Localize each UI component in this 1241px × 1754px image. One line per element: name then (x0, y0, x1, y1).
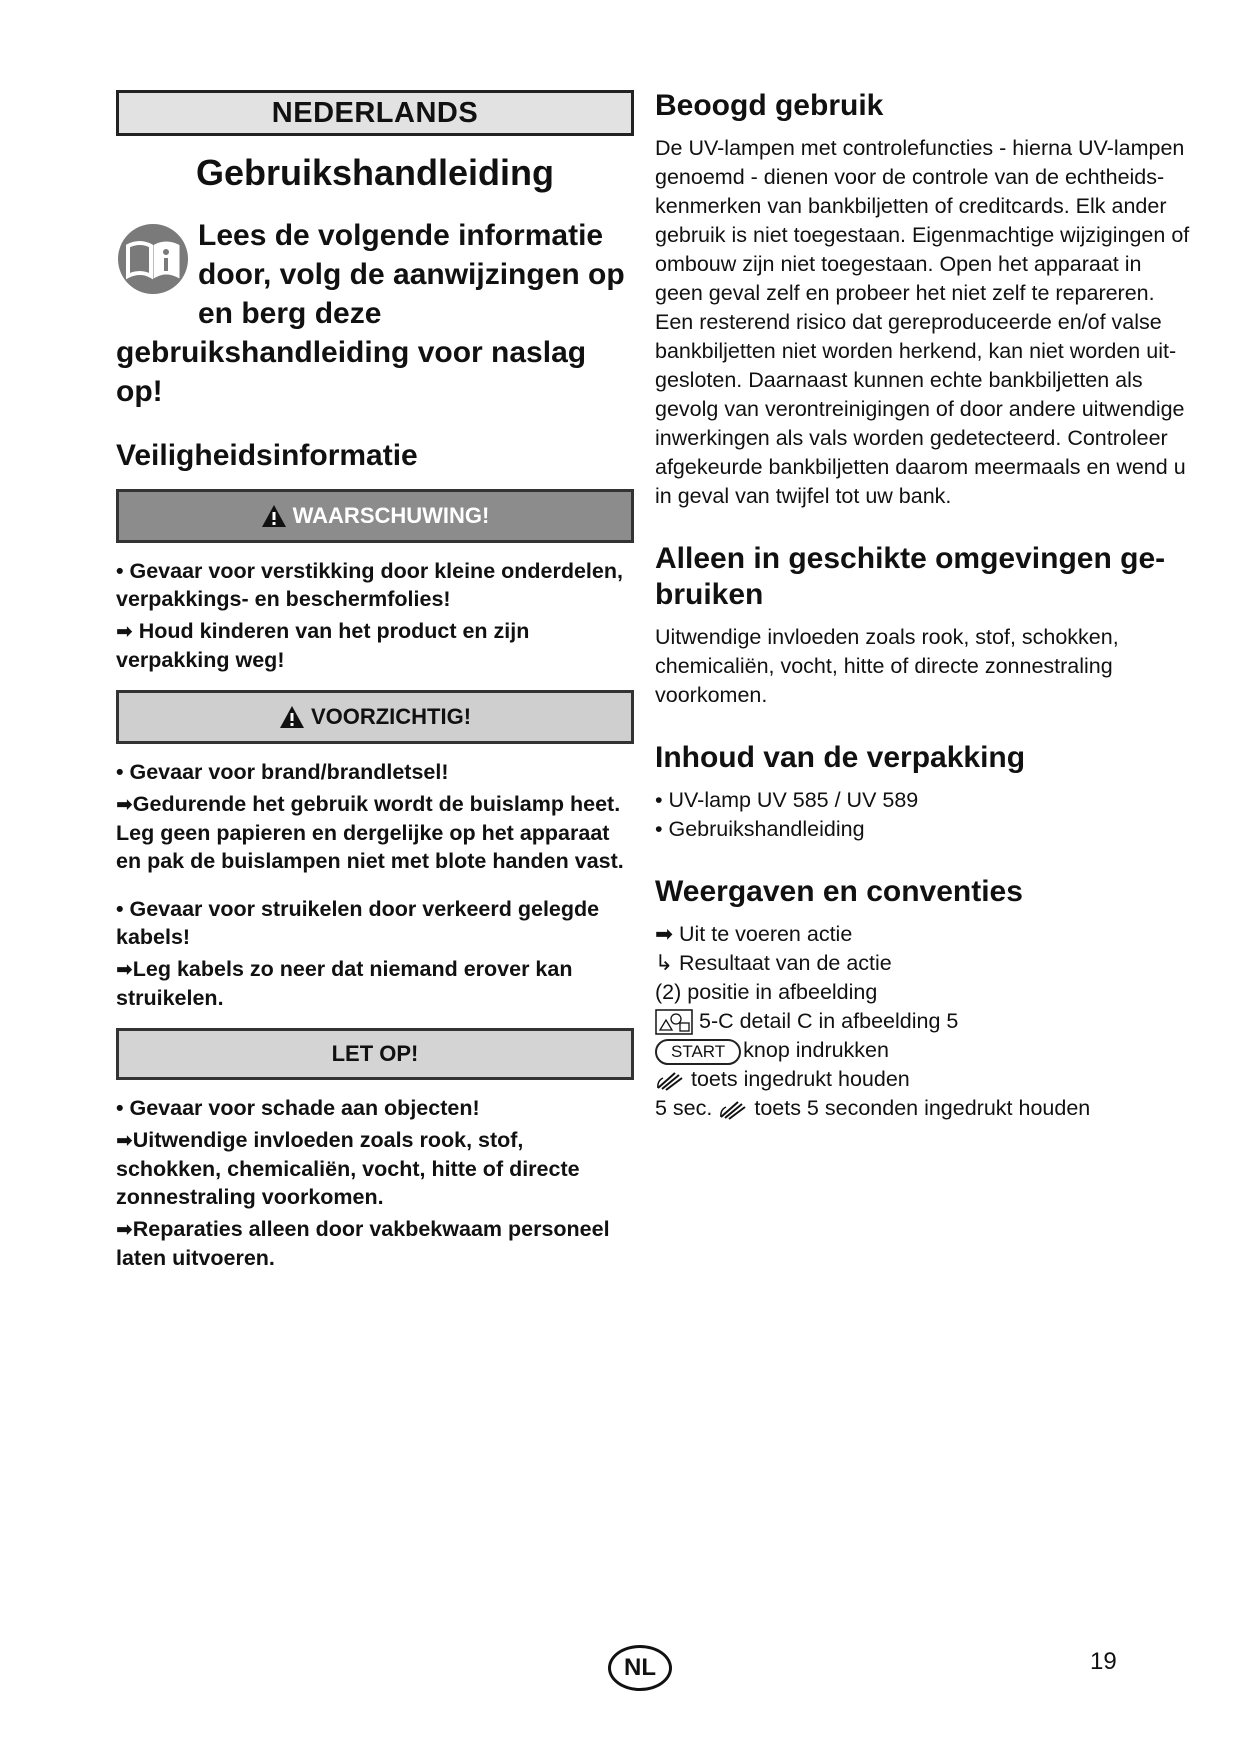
intro-notice (116, 216, 634, 411)
right-column (655, 88, 1195, 1123)
safety-heading: Veiligheidsinformatie (116, 439, 418, 472)
action-arrow-icon: ➡ (116, 621, 133, 643)
intro-text: Lees de volgende informatie door, volg de aanwijzingen op en berg deze gebruikshandleiding voor naslag op! (116, 219, 625, 408)
convention-start: START knop indrukken (655, 1036, 1195, 1065)
intended-use-paragraph-1: De UV-lampen met controlefuncties - hierna UV-lampen genoemd - dienen voor de controle van de echtheids-kenmerken van bankbiljetten of creditcards. Elk ander gebruik is niet toegestaan. Eigenmachtige wijzigingen of ombouw zijn niet toegestaan. Open het apparaat in geen geval zelf en probeer het niet zelf te repareren. (655, 136, 1190, 305)
environment-text: Uitwendige invloeden zoals rook, stof, schokken, chemicaliën, vocht, hitte of directe zonnestraling voorkomen. (655, 625, 1119, 707)
list-item: • Gebruikshandleiding (655, 817, 865, 841)
convention-hold-seconds: 5 sec. toets 5 seconden ingedrukt houden (655, 1096, 1091, 1120)
language-badge: NL (608, 1645, 672, 1691)
conventions-list (655, 920, 1195, 1123)
list-item: • UV-lamp UV 585 / UV 589 (655, 788, 919, 812)
conventions-heading: Weergaven en conventies (655, 875, 1023, 908)
page-number: 19 (1090, 1648, 1117, 1675)
convention-action: ➡ Uit te voeren actie (655, 922, 853, 946)
language-header: NEDERLANDS (116, 90, 634, 136)
contents-heading: Inhoud van de verpakking (655, 741, 1026, 774)
detail-figure-icon (655, 1009, 693, 1035)
warning-triangle-icon (261, 504, 287, 528)
convention-position: (2) positie in afbeelding (655, 980, 878, 1004)
convention-detail: 5-C detail C in afbeelding 5 (655, 1007, 1195, 1036)
caution-hazard-trip: • Gevaar voor struikelen door verkeerd gelegde kabels! (116, 897, 600, 949)
action-arrow-icon: ➡ (116, 1130, 133, 1152)
action-arrow-icon: ➡ (116, 959, 133, 981)
note-banner: LET OP! (116, 1028, 634, 1080)
note-action-influences: ➡Uitwendige invloeden zoals rook, stof, schokken, chemicaliën, vocht, hitte of directe zonnestraling voorkomen. (116, 1128, 580, 1209)
hold-hand-icon (655, 1069, 685, 1091)
caution-action-trip: ➡Leg kabels zo neer dat niemand erover kan struikelen. (116, 957, 573, 1010)
page-title: Gebruikshandleiding (195, 152, 555, 193)
action-arrow-icon: ➡ (655, 922, 674, 946)
warning-hazard: • Gevaar voor verstikking door kleine onderdelen, verpakkings- en beschermfolies! (116, 559, 623, 611)
intended-use-heading: Beoogd gebruik (655, 89, 884, 122)
environment-heading: Alleen in geschikte omgevingen ge-bruiken (655, 542, 1166, 611)
convention-result: ↳ Resultaat van de actie (655, 951, 892, 975)
caution-triangle-icon (279, 705, 305, 729)
convention-hold: toets ingedrukt houden (655, 1065, 1195, 1094)
contents-list (655, 786, 1195, 844)
action-arrow-icon: ➡ (116, 1219, 133, 1241)
read-manual-icon (116, 222, 190, 296)
left-column (116, 90, 634, 1272)
intended-use-paragraph-2: Een resterend risico dat gereproduceerde en/of valse bankbiljetten niet worden herkend, kan niet worden uit-gesloten. Daarnaast kunnen echte bankbiljetten als gevolg van verontreinigingen of door andere uitwendige inwerkingen als vals worden gedetecteerd. Controleer afgekeurde bankbiljetten daarom meermaals en wend u in geval van twijfel tot uw bank. (655, 310, 1186, 508)
caution-banner: VOORZICHTIG! (116, 690, 634, 744)
result-arrow-icon: ↳ (655, 951, 674, 975)
hold-hand-icon (718, 1098, 748, 1120)
caution-hazard-fire: • Gevaar voor brand/brandletsel! (116, 760, 449, 784)
note-hazard: • Gevaar voor schade aan objecten! (116, 1096, 480, 1120)
note-action-repairs: ➡Reparaties alleen door vakbekwaam personeel laten uitvoeren. (116, 1217, 610, 1270)
caution-action-fire: ➡Gedurende het gebruik wordt de buislamp heet. Leg geen papieren en dergelijke op het apparaat en pak de buislampen niet met blote handen vast. (116, 792, 624, 873)
action-arrow-icon: ➡ (116, 794, 133, 816)
start-key-icon: START (655, 1039, 741, 1065)
warning-action: ➡ Houd kinderen van het product en zijn verpakking weg! (116, 619, 530, 672)
warning-banner: WAARSCHUWING! (116, 489, 634, 543)
